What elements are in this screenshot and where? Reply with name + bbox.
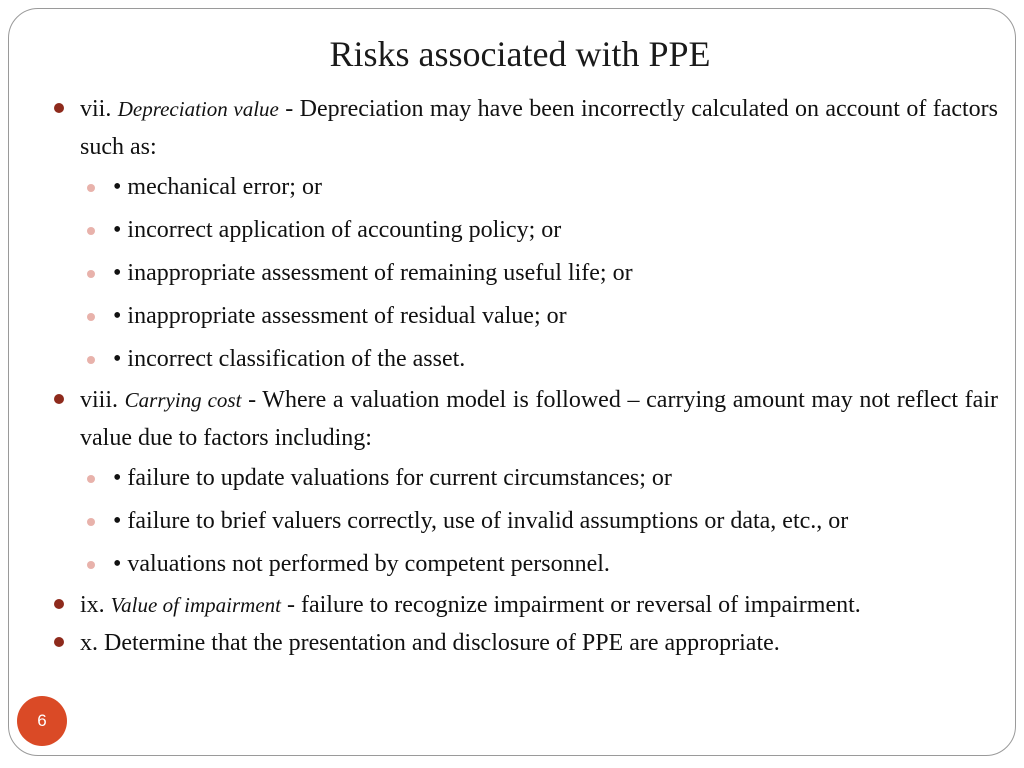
bullet-item-ix	[50, 586, 998, 624]
sub-bullet-dot-icon	[87, 561, 95, 569]
sub-bullet-item	[50, 338, 998, 381]
sub-bullet-item	[50, 295, 998, 338]
bullet-dot-icon	[54, 103, 64, 113]
item-prefix: vii.	[80, 96, 118, 122]
item-prefix: viii.	[80, 387, 125, 413]
sub-bullet-dot-icon	[87, 313, 95, 321]
sub-bullet-item	[50, 543, 998, 586]
bullet-item-viii	[50, 381, 998, 457]
sub-bullet-dot-icon	[87, 475, 95, 483]
item-prefix: ix.	[80, 592, 111, 618]
sub-bullet-item	[50, 166, 998, 209]
sub-bullet-dot-icon	[87, 356, 95, 364]
bullet-dot-icon	[54, 394, 64, 404]
item-term: Carrying cost	[124, 388, 242, 412]
bullet-dot-icon	[54, 637, 64, 647]
sub-bullet-text: • failure to update valuations for current circumstances; or	[113, 465, 672, 491]
page-number-badge: 6	[17, 696, 67, 746]
sub-bullet-text: • inappropriate assessment of residual value; or	[113, 303, 567, 329]
sub-bullet-text: • incorrect classification of the asset.	[113, 346, 466, 372]
sub-bullet-dot-icon	[87, 184, 95, 192]
sub-bullet-text: • inappropriate assessment of remaining useful life; or	[113, 260, 633, 286]
sub-bullet-item	[50, 252, 998, 295]
sub-bullet-item	[50, 209, 998, 252]
bullet-item-vii	[50, 90, 998, 166]
sub-bullet-text: • incorrect application of accounting policy; or	[113, 217, 562, 243]
sub-bullet-item	[50, 457, 998, 500]
slide-content	[50, 90, 998, 662]
item-text: x. Determine that the presentation and disclosure of PPE are appropriate.	[80, 630, 780, 656]
sub-bullet-dot-icon	[87, 518, 95, 526]
sub-bullet-dot-icon	[87, 270, 95, 278]
item-text: - failure to recognize impairment or reversal of impairment.	[281, 592, 861, 618]
sub-bullet-text: • failure to brief valuers correctly, use of invalid assumptions or data, etc., or	[113, 508, 849, 534]
item-term: Value of impairment	[110, 593, 281, 617]
item-text: - Depreciation may have been incorrectly calculated on account of factors such as:	[80, 96, 998, 160]
item-term: Depreciation value	[117, 97, 279, 121]
item-text: - Where a valuation model is followed – carrying amount may not reflect fair value due to factors including:	[80, 387, 998, 451]
sub-bullet-text: • mechanical error; or	[113, 174, 322, 200]
sub-bullet-dot-icon	[87, 227, 95, 235]
sub-bullet-item	[50, 500, 998, 543]
sub-bullet-text: • valuations not performed by competent personnel.	[113, 551, 610, 577]
bullet-dot-icon	[54, 599, 64, 609]
slide-title: Risks associated with PPE	[329, 34, 711, 74]
bullet-item-x	[50, 624, 998, 662]
